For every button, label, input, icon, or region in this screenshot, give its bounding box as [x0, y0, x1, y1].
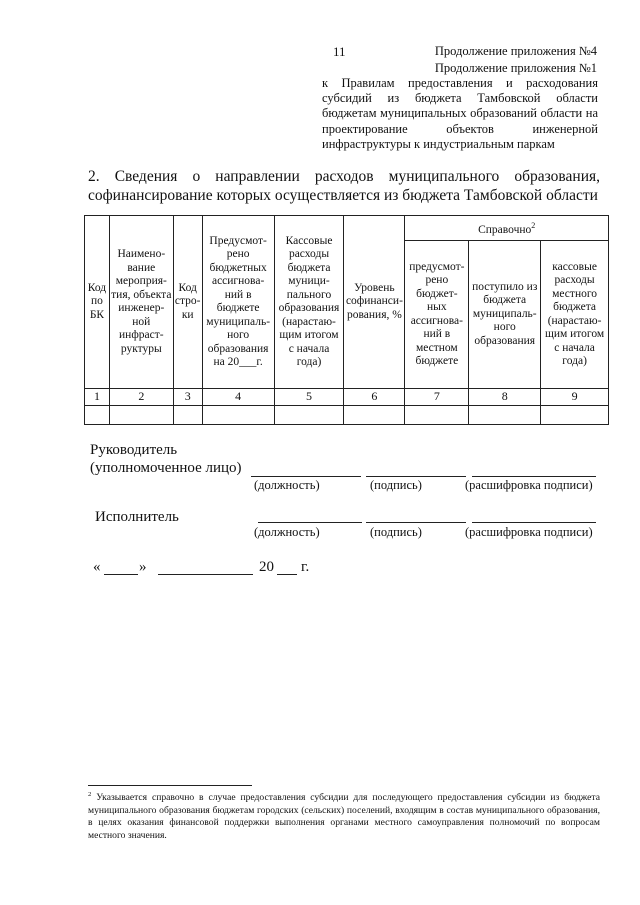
- column-number: 9: [541, 389, 609, 406]
- column-number: 3: [173, 389, 202, 406]
- header-reference: [405, 216, 609, 241]
- signature-line: [366, 476, 466, 477]
- section-title: [88, 167, 600, 205]
- column-number: 8: [469, 389, 541, 406]
- table-cell: [274, 406, 344, 425]
- table-cell: [541, 406, 609, 425]
- position-caption: (должность): [254, 525, 320, 539]
- column-number-row: [85, 389, 609, 406]
- header-ref-planned: предусмот-рено бюджет-ных ассигнова-ний в местном бюджете: [405, 241, 469, 389]
- decode-line: [472, 522, 596, 523]
- header-kod-bk: Код по БК: [85, 216, 110, 389]
- header-kod-stroki: Код стро-ки: [173, 216, 202, 389]
- head-label: Руководитель: [90, 442, 178, 458]
- footnote-mark: 2: [531, 220, 536, 230]
- date-year-line: [277, 574, 297, 575]
- footnote-separator: [88, 785, 252, 786]
- continuation-appendix-4: Продолжение приложения №4: [434, 44, 597, 58]
- signature-caption: (подпись): [370, 478, 422, 492]
- date-month-line: [158, 574, 253, 575]
- signature-caption: (подпись): [370, 525, 422, 539]
- table-cell: [85, 406, 110, 425]
- date-year-prefix: 20: [259, 559, 274, 575]
- header-planned: Предусмот-рено бюджетных ассигнова-ний в бюджете муниципаль-ного образования на 20___г.: [202, 216, 274, 389]
- section-title-line-1: 2. Сведения о направлении расходов муниципального образования,: [88, 168, 600, 185]
- column-number: 1: [85, 389, 110, 406]
- header-level: Уровень софинанси-рования, %: [344, 216, 405, 389]
- decode-caption: (расшифровка подписи): [465, 478, 593, 492]
- header-cash: Кассовые расходы бюджета муници-пального образования (нарастаю-щим итогом с начала года): [274, 216, 344, 389]
- column-number: 5: [274, 389, 344, 406]
- footnote-number: 2: [88, 791, 92, 798]
- decode-line: [472, 476, 596, 477]
- decode-caption: (расшифровка подписи): [465, 525, 593, 539]
- footnote: [88, 789, 600, 843]
- section-title-line-2: софинансирование которых осуществляется из бюджета Тамбовской области: [88, 187, 598, 204]
- position-caption: (должность): [254, 478, 320, 492]
- rules-reference: к Правилам предоставления и расходования субсидий из бюджета Тамбовской области бюджетам муниципальных образований области на проектирование объектов инженерной инфраструктуры к индустриальным паркам: [322, 76, 598, 151]
- table-cell: [469, 406, 541, 425]
- table-row: [85, 406, 609, 425]
- executor-label: Исполнитель: [95, 509, 179, 525]
- footnote-text: Указывается справочно в случае предоставления субсидии для последующего предоставления субсидии из бюджета муниципального образования бюджетам городских (сельских) поселений, входящим в состав муниципального образования, в целях оказания финансовой поддержки выполнения органами местного самоуправления полномочий по вопросам местного значения.: [88, 792, 600, 841]
- column-number: 4: [202, 389, 274, 406]
- table-cell: [109, 406, 173, 425]
- column-number: 2: [109, 389, 173, 406]
- position-line: [251, 476, 361, 477]
- table-cell: [405, 406, 469, 425]
- authorized-person-label: (уполномоченное лицо): [90, 460, 242, 476]
- table-cell: [202, 406, 274, 425]
- page-number: 11: [333, 44, 346, 59]
- column-number: 6: [344, 389, 405, 406]
- position-line: [258, 522, 362, 523]
- signature-line: [366, 522, 466, 523]
- date-day-line: [104, 574, 138, 575]
- header-ref-cash: кассовые расходы местного бюджета (нарастаю-щим итогом с начала года): [541, 241, 609, 389]
- table-cell: [173, 406, 202, 425]
- date-year-suffix: г.: [301, 559, 310, 575]
- expenditure-table: [84, 215, 609, 425]
- header-ref-received: поступило из бюджета муниципаль-ного образования: [469, 241, 541, 389]
- table-cell: [344, 406, 405, 425]
- column-number: 7: [405, 389, 469, 406]
- continuation-appendix-1: Продолжение приложения №1: [434, 61, 597, 75]
- date-close-quote: »: [139, 559, 147, 575]
- date-open-quote: «: [93, 559, 101, 575]
- header-name: Наимено-вание мероприя-тия, объекта инженер-ной инфраст-руктуры: [109, 216, 173, 389]
- header-reference-label: Справочно: [478, 223, 532, 236]
